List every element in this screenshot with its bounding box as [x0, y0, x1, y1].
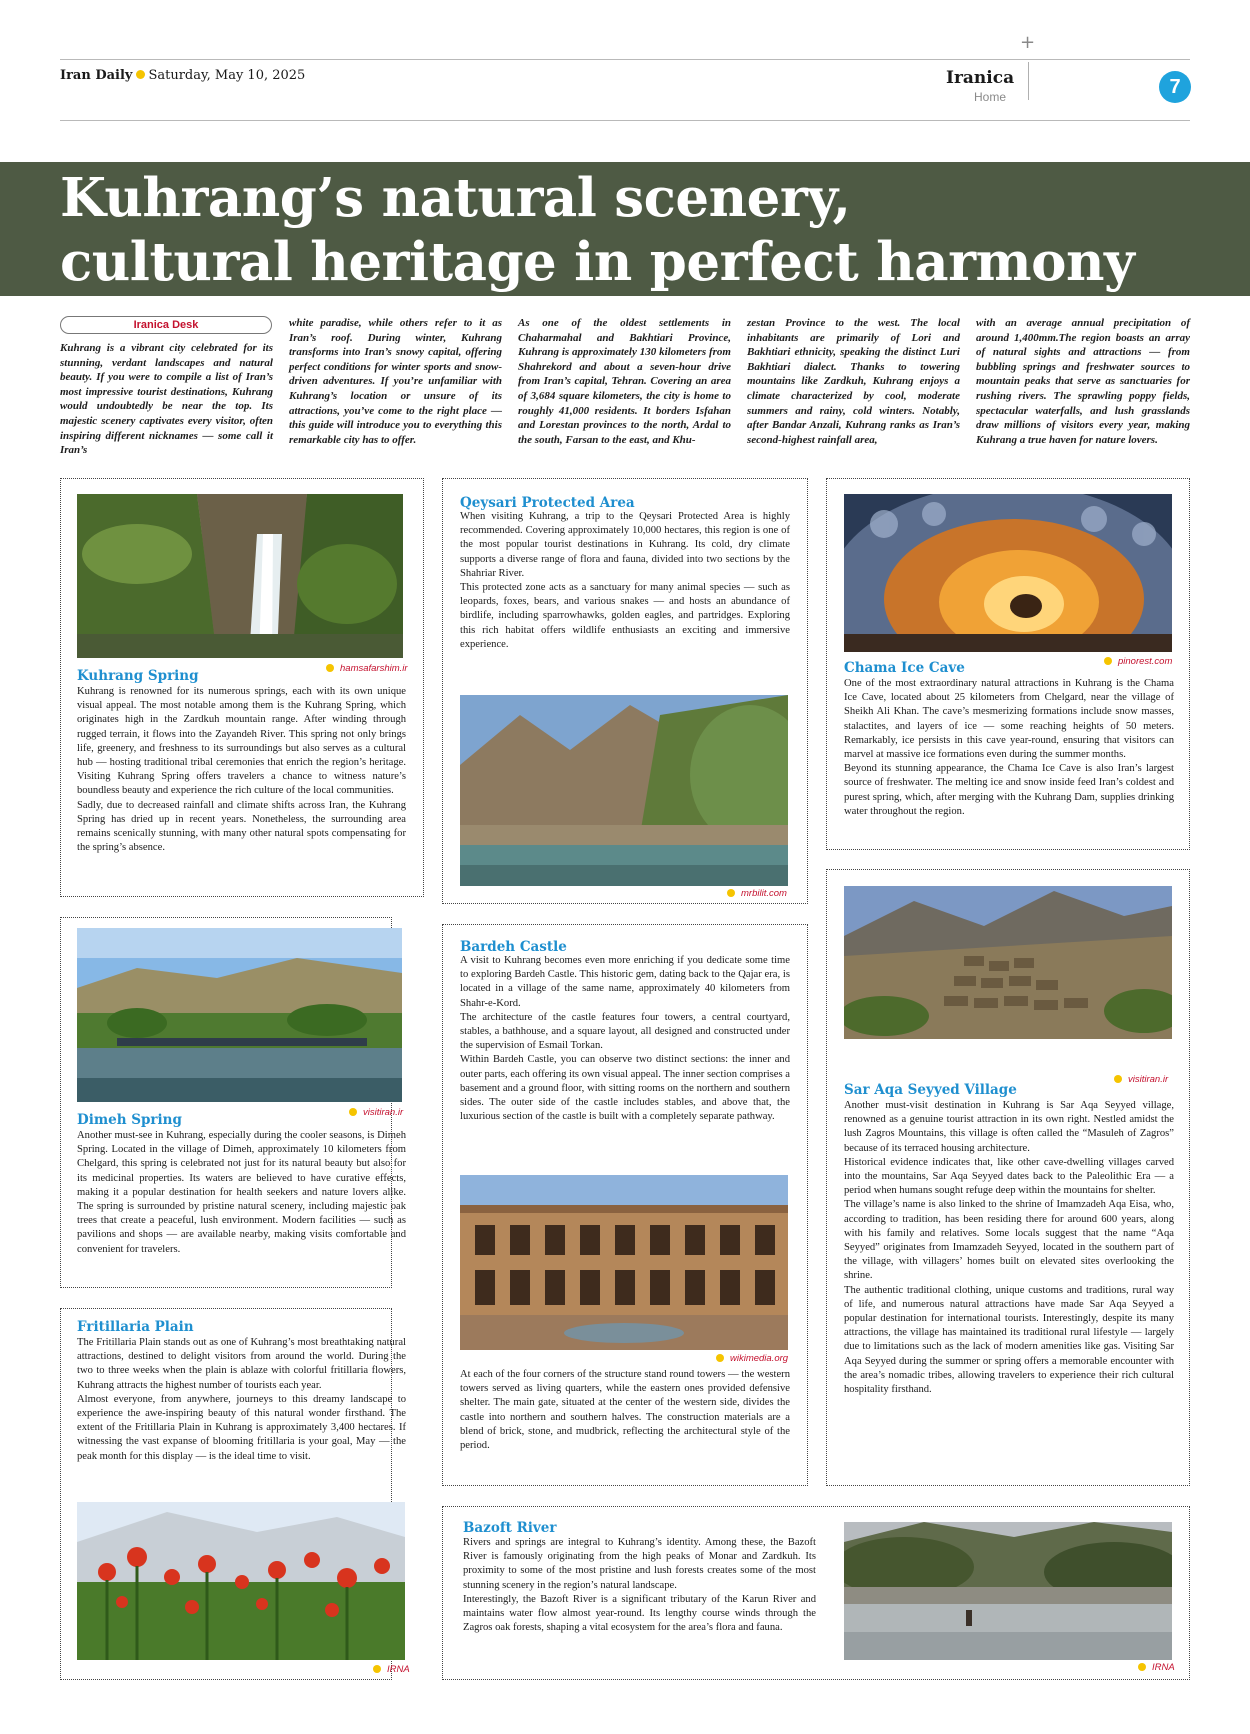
qeysari-heading: Qeysari Protected Area [460, 495, 635, 511]
credit-text: hamsafarshim.ir [340, 663, 408, 674]
paragraph: A visit to Kuhrang becomes even more enriching if you dedicate some time to exploring Bardeh Castle. This historic gem, dating back to the Qajar era, is located in a village of the same name, approximately 40 kilometers from Shahr-e-Kord. [460, 955, 790, 1009]
dot-icon [1114, 1075, 1122, 1083]
intro-column-1: Kuhrang is a vibrant city celebrated for its stunning, verdant landscapes and natural beauty. If you were to compile a list of Iran’s most impressive tourist destinations, Kuhrang would undoubtedly be near the top. Its majestic scenery captivates every visitor, often inspiring different nicknames — some call it Iran’s [60, 342, 273, 457]
fritillaria-plain-heading: Fritillaria Plain [77, 1319, 194, 1335]
dimeh-spring-credit [349, 1107, 403, 1118]
paragraph: Sadly, due to decreased rainfall and climate shifts across Iran, the Kuhrang Spring has dried up in recent years. Nonetheless, the surrounding area remains scenically stunning, with many other natural spots compensating for the spring’s absence. [77, 799, 406, 854]
bazoft-river-credit [1138, 1662, 1175, 1673]
paragraph: The village’s name is also linked to the shrine of Imamzadeh Aqa Eisa, who, according to tradition, has been residing there for around 600 years, along with his family and relatives. Some locals suggest that the name “Aqa Seyyed” originates from Imamzadeh Seyyed, located in the southern part of the village, with villagers’ homes built on elevated sites overlooking the shrine. [844, 1199, 1174, 1282]
dot-icon [349, 1108, 357, 1116]
paragraph: The authentic traditional clothing, unique customs and traditions, rural way of life, and numerous natural attractions have made Sar Aqa Seyyed a popular destination for international tourists. Interestingly, despite its many attractions, the village has maintained its traditional rural lifestyle — largely due to limitations such as the lack of modern amenities like gas. Visiting Sar Aqa Seyyed during the summer or spring offers a memorable encounter with the area’s nomadic tribes, allowing travelers to experience their rich cultural hospitality firsthand. [844, 1284, 1174, 1396]
dimeh-spring-photo [77, 928, 402, 1102]
paragraph: Interestingly, the Bazoft River is a significant tributary of the Karun River and maintains water flow almost year-round. Its lengthy course winds through the Zagros oak forests, shaping a vital ecosystem for the area’s flora and fauna. [463, 1593, 816, 1634]
chama-cave-credit [1104, 656, 1172, 667]
sar-aqa-credit [1114, 1074, 1168, 1085]
bardeh-castle-photo [460, 1175, 788, 1350]
chama-cave-text [844, 677, 1174, 819]
paragraph: The architecture of the castle features four towers, a central courtyard, stables, a bathhouse, and a square layout, all designed and constructed under the supervision of Esmail Torkan. [460, 1011, 790, 1052]
paragraph: Beyond its stunning appearance, the Chama Ice Cave is also Iran’s largest source of freshwater. The melting ice and snow inside feed Iran’s coldest and purest spring, which, after merging with the Kuhrang Dam, supplies drinking water throughout the region. [844, 763, 1174, 817]
paragraph: Another must-see in Kuhrang, especially during the cooler seasons, is Dimeh Spring. Located in the village of Dimeh, approximately 10 kilometers from Chelgard, this spring is celebrated not just for its natural beauty but also for its medicinal properties. Its waters are believed to have curative effects, making it a popular destination for health seekers and nature lovers alike. The spring is surrounded by pristine natural scenery, including majestic oak trees that create a peaceful, lush environment. Modern facilities — such as pavilions and shops — are available nearby, making visits comfortable and convenient for travelers. [77, 1130, 406, 1255]
sar-aqa-photo [844, 886, 1172, 1039]
bardeh-castle-text [460, 954, 790, 1124]
paragraph: Almost everyone, from anywhere, journeys to this dreamy landscape to experience the awe-inspiring beauty of this natural wonder firsthand. The extent of the Fritillaria Plain in Kuhrang is approximately 3,400 hectares. If witnessing the vast expanse of blooming fritillaria is your goal, May — the peak month for this display — is the ideal time to visit. [77, 1393, 406, 1462]
bazoft-river-photo [844, 1522, 1172, 1660]
fritillaria-plain-photo [77, 1502, 405, 1660]
masthead [60, 68, 305, 83]
intro-column-5: with an average annual precipitation of around 1,400mm.The region boasts an array of natural sights and attractions — from bubbling springs and freshwater sources to mountain peaks that serve as sanctuaries for rushing rivers. The sprawling poppy fields, spectacular waterfalls, and lush grasslands draw millions of visitors every year, making Kuhrang a true haven for nature lovers. [976, 317, 1190, 446]
bardeh-castle-heading: Bardeh Castle [460, 939, 567, 955]
qeysari-credit [727, 888, 787, 899]
fritillaria-plain-text [77, 1336, 406, 1464]
dimeh-spring-heading: Dimeh Spring [77, 1112, 182, 1128]
dimeh-spring-text [77, 1129, 406, 1257]
section-name: Iranica [946, 68, 1015, 88]
dot-icon [136, 70, 145, 79]
header-separator [1028, 62, 1029, 100]
dot-icon [1104, 657, 1112, 665]
bazoft-river-text [463, 1536, 816, 1635]
dot-icon [1138, 1663, 1146, 1671]
credit-text: wikimedia.org [730, 1353, 789, 1364]
bardeh-castle-credit [716, 1353, 788, 1364]
kuhrang-spring-text [77, 685, 406, 855]
dot-icon [373, 1665, 381, 1673]
chama-cave-heading: Chama Ice Cave [844, 660, 965, 676]
dot-icon [716, 1354, 724, 1362]
intro-column-2: white paradise, while others refer to it as Iran’s roof. During winter, Kuhrang transforms into Iran’s snowy capital, offering perfect conditions for winter sports and snow-driven adventures. If you’re unfamiliar with Kuhrang’s location or unsure of its attractions, you’ve come to the right place — this guide will introduce you to everything this remarkable city has to offer. [289, 317, 502, 446]
headline-line-1: Kuhrang’s natural scenery, [60, 167, 851, 229]
credit-text: IRNA [1152, 1662, 1175, 1673]
credit-text: visitiran.ir [1128, 1074, 1169, 1085]
dot-icon [727, 889, 735, 897]
paragraph: At each of the four corners of the structure stand round towers — the western towers served as living quarters, while the eastern ones provided defensive shelter. The main gate, situated at the center of the western side, divides the castle into northern and southern halves. The construction materials are a blend of brick, stone, and mudbrick, reflecting the architectural style of the period. [460, 1369, 790, 1452]
paragraph: Rivers and springs are integral to Kuhrang’s identity. Among these, the Bazoft River is famously originating from the high peaks of Monar and Zardkuh. Its proximity to some of the most pristine and lush forests creates some of the most stunning scenery in the region’s natural landscape. [463, 1537, 816, 1591]
credit-text: mrbilit.com [741, 888, 787, 899]
qeysari-text [460, 510, 790, 652]
paragraph: Another must-visit destination in Kuhrang is Sar Aqa Seyyed village, renowned as a genuine tourist attraction in its own right. Nestled amidst the lush Zagros Mountains, this village is often called the “Masuleh of Zagros” because of its terraced housing architecture. [844, 1100, 1174, 1154]
chama-cave-photo [844, 494, 1172, 652]
subsection-name: Home [974, 90, 1007, 104]
credit-text: pinorest.com [1118, 656, 1173, 667]
dot-icon [326, 664, 334, 672]
paragraph: This protected zone acts as a sanctuary for many animal species — such as leopards, foxes, bears, and various snakes — and hosts an abundance of birdlife, including sparrowhawks, golden eagles, and partridges. Exploring this rich habitat offers wildlife enthusiasts an exciting and immersive experience. [460, 582, 790, 650]
paragraph: Within Bardeh Castle, you can observe two distinct sections: the inner and outer parts, each offering its own visual appeal. The inner section comprises a basement and a ground floor, with sitting rooms on the northern and southern sides. The outer side of the castle includes stables, and above that, the luxurious section of the castle is built with a completely separate pathway. [460, 1054, 790, 1123]
headline-line-2: cultural heritage in perfect harmony [60, 231, 1135, 293]
kuhrang-spring-photo [77, 494, 403, 658]
intro-column-3: As one of the oldest settlements in Chaharmahal and Bakhtiari Province, Kuhrang is approximately 130 kilometers from Shahrekord and about a seven-hour drive from Iran’s capital, Tehran. Covering an area of 3,684 square kilometers, the city is home to roughly 41,000 residents. It borders Isfahan and Lorestan provinces to the north, Ardal to the south, Farsan to the east, and Khu- [518, 317, 731, 446]
paragraph: Kuhrang is renowned for its numerous springs, each with its own unique visual appeal. The most notable among them is the Kuhrang Spring, which originates high in the Zardkuh mountain range. After winding through rugged terrain, it flows into the Zayandeh River. This spring not only brings life, greenery, and freshness to its surroundings but also serves as a cultural hub — hosting traditional tribal ceremonies that enrich the region’s heritage. Visiting Kuhrang Spring offers travelers a chance to witness nature’s boundless beauty and experience the rich culture of the local communities. [77, 686, 406, 797]
sar-aqa-text [844, 1099, 1174, 1397]
headline [60, 166, 1230, 294]
credit-text: IRNA [387, 1664, 410, 1675]
kuhrang-spring-credit [326, 663, 408, 674]
page-number-badge: 7 [1159, 71, 1191, 103]
fritillaria-plain-credit [373, 1664, 410, 1675]
credit-text: visitiran.ir [363, 1107, 404, 1118]
paper-name: Iran Daily [60, 68, 133, 83]
paragraph: The Fritillaria Plain stands out as one of Kuhrang’s most breathtaking natural attractions, destined to delight visitors from around the world. During the two to three weeks when the plain is ablaze with colorful fritillaria flowers, Kuhrang attracts the highest number of tourists each year. [77, 1337, 406, 1391]
kuhrang-spring-heading: Kuhrang Spring [77, 668, 199, 684]
issue-date: Saturday, May 10, 2025 [148, 68, 306, 83]
paragraph: Historical evidence indicates that, like other cave-dwelling villages carved into the mountains, Sar Aqa Seyyed dates back to the Paleolithic Era — a period when humans sought refuge deep within the mountains for shelter. [844, 1156, 1174, 1197]
qeysari-photo [460, 695, 788, 886]
header-top-rule [60, 59, 1190, 60]
sar-aqa-heading: Sar Aqa Seyyed Village [844, 1082, 1017, 1098]
bardeh-castle-text-continued [460, 1368, 790, 1453]
crop-mark-icon: + [1020, 32, 1036, 53]
header-bottom-rule [60, 120, 1190, 121]
bazoft-river-heading: Bazoft River [463, 1520, 557, 1536]
paragraph: One of the most extraordinary natural attractions in Kuhrang is the Chama Ice Cave, located about 25 kilometers from Chelgard, near the village of Sheikh Ali Khan. The cave’s mesmerizing formations include snow masses, stalactites, and layers of ice — some reaching heights of 50 meters. Remarkably, ice persists in this cave year-round, ensuring that visitors can marvel at massive ice formations even during the summer months. [844, 678, 1174, 761]
intro-column-4: zestan Province to the west. The local inhabitants are primarily of Lori and Bakhtiari ethnicity, speaking the distinct Luri Bakhtiari dialect. Thanks to towering mountains like Zardkuh, Kuhrang enjoys a climate characterized by cool, moderate summers and rainy, cold winters. Notably, after Bandar Anzali, Kuhrang ranks as Iran’s second-highest rainfall area, [747, 317, 960, 446]
byline: Iranica Desk [60, 316, 272, 334]
paragraph: When visiting Kuhrang, a trip to the Qeysari Protected Area is highly recommended. Covering approximately 10,000 hectares, this region is one of the most popular tourist destinations in Kuhrang. Its cold, dry climate supports a diverse range of flora and fauna, divided into two sections by the Shahriar River. [460, 511, 790, 579]
